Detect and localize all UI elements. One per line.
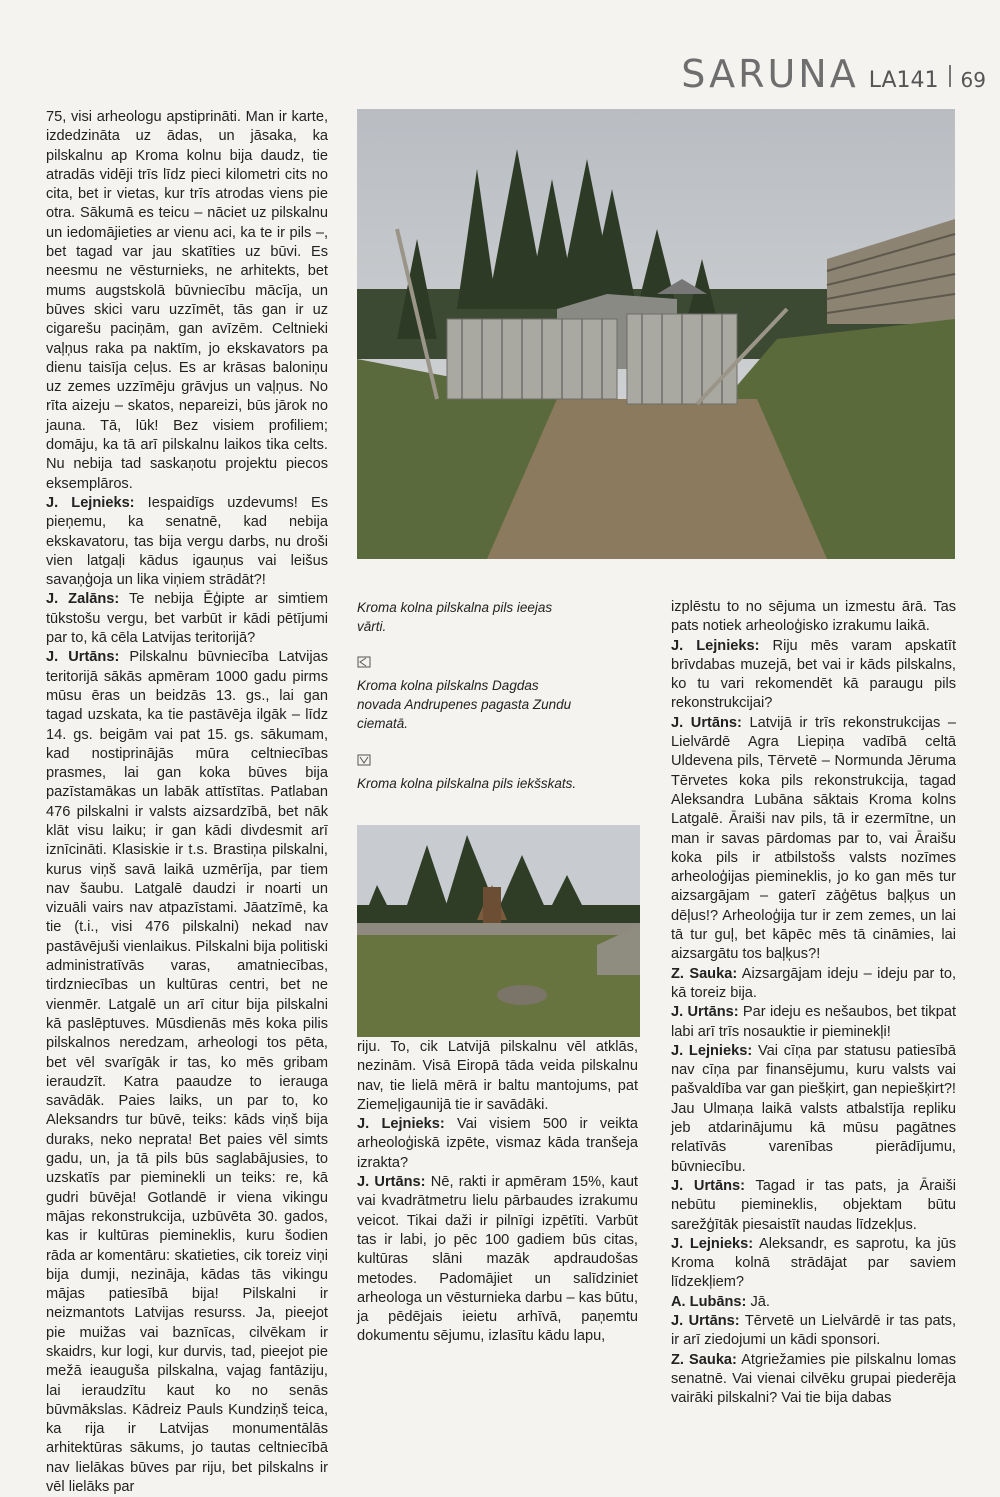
speaker-name: A. Lubāns: (671, 1293, 747, 1310)
paragraph-text: Tagad ir tas pats, ja Āraiši nebūtu piemineklis, objektam būtu sarežģītāk piesaistīt naudas līdzekļus. (671, 1177, 957, 1233)
paragraph-text: Vai visiem 500 ir veikta arheoloģiskā izpēte, vismaz kāda tranšeja izrakta? (357, 1116, 638, 1171)
paragraph (671, 637, 956, 714)
paragraph (671, 714, 956, 965)
caption-gate: Kroma kolna pilskalna pils ieejas vārti. (357, 600, 553, 634)
paragraph (671, 598, 956, 637)
paragraph (46, 108, 328, 494)
paragraph (671, 1293, 956, 1312)
text-column-middle (357, 1038, 638, 1347)
paragraph (46, 494, 328, 590)
speaker-name: J. Urtāns: (671, 714, 742, 731)
paragraph-text: izplēstu to no sējuma un izmestu ārā. Tas pats notiek arheoloģisko izrakumu laikā. (671, 599, 956, 635)
page-header (681, 52, 986, 96)
paragraph-text: Aizsargājam ideju – ideju par to, kā toreiz bija. (671, 965, 956, 1001)
issue-number: LA141 (868, 68, 939, 93)
paragraph (671, 965, 956, 1004)
speaker-name: J. Lejnieks: (671, 1042, 753, 1059)
paragraph-text: Nē, rakti ir apmēram 15%, kaut vai kvadrātmetru lielu pārbaudes izrakumu veicot. Tikai daži ir pilnīgi izpētīti. Varbūt tas ir labi, jo pēc 100 gadiem būs citas, kultūras slāni mazāk apdraudošas metodes. Padomājiet un salīdziniet arheologa un vēsturnieka darbu – kas būtu, ja pēdējais ieietu arhīvā, paņemtu dokumentu sējumu, izlasītu kādu lapu, (357, 1174, 638, 1345)
speaker-name: Z. Sauka: (671, 965, 738, 982)
arrow-down-icon (357, 754, 371, 766)
paragraph-text: riju. To, cik Latvijā pilskalnu vēl atklās, nezinām. Visā Eiropā tāda veida pilskalnu nav, tie lielā mērā ir baltu mantojums, pat Ziemeļigaunijā tie ir savādāki. (357, 1039, 638, 1113)
paragraph (671, 1003, 956, 1042)
caption-location: Kroma kolna pilskalns Dagdas novada Andrupenes pagasta Zundu ciematā. (357, 678, 572, 731)
paragraph-text: Riju mēs varam apskatīt brīvdabas muzejā, bet vai ir kāds pilskalns, ko tu vari rekomendēt kā paraugu pils rekonstrukcijai? (671, 637, 957, 712)
paragraph-text: Iespaidīgs uzdevums! Es pieņemu, ka senatnē, kad nebija ekskavatoru, tas bija vergu darbs, nu droši vien latgaļi kādus igauņus vai leišus savaņģoja un lika viņiem strādāt?! (46, 494, 328, 589)
paragraph-text: Tērvetē un Lielvārdē ir tas pats, ir arī ziedojumi un kādi sponsori. (671, 1312, 957, 1349)
paragraph-text: Pilskalnu būvniecība Latvijas teritorijā sākās apmēram 1000 gadu pirms mūsu ēras un beidzās 13. gs., lai gan tagad uzskata, ka tie pastāvēja ilgāk – līdz 14. gs. beigām vai pat 15. gs. sākumam, kad nostiprinājās mūra celtniecības prasmes, lai gan koka būves bija pazīstamākas un labāk attīstītas. Patlaban 476 pilskalni ir valsts aizsardzībā, bet nāk klāt visu laiku; ir gan kādi divdesmit arī iznīcināti. Klasiskie ir t.s. Brastiņa pilskalni, kurus viņš savā laikā uzmērīja, par tiem nav šaubu. Latgalē daudzi ir noarti un vizuāli vairs nav atpazīstami. Jāatzīmē, ka tie (t.i., visi 476 pilskalni) nekad nav pastāvējuši vienlaikus. Pilskalni bija politiski administratīvās varas, amatniecības, tirdzniecības un kultūras centri, bet ne vienmēr. Latgalē un arī citur bija pilskalni kā paslēptuves. Mūsdienās mēs koka pilis pilskalnos neredzam, arheologi tos pēta, bet vēl svarīgāk ir tas, ko mēs gribam ieraudzīt. Katra paaudze to ierauga savādāk. Paies laiks, un par to, ko Aleksandrs tur būvē, teiks: kāds viņš bija duraks, neko neprata! Bet paies vēl simts gadu, un, ja tā pils būs saglabājusies, to uzskatīs par pieminekli un teiks: re, kā gudri būvēja! Gotlandē ir viena vikingu mājas rekonstrukcija, uzbūvēta 30. gados, kas ir kultūras piemineklis, kuru šodien rāda ar komentāru: skatieties, cik toreiz viņi bija dumji, nezināja, kādas tās vikingu mājas patiesībā bija! Pilskalni ir neizmantots Latvijas resurss. Ja, pieejot pie muižas vai baznīcas, cilvēkam ir skaidrs, kur logi, kur durvis, tad, pieejot pie mežā ieauguša pilskalna, vajag fantāziju, lai ieraudzītu kaut ko no senās būvmākslas. Kādreiz Pauls Kundziņš teica, ka rija ir Latvijas monumentālās arhitektūras sākums, jo tautas celtniecībā nav lielākas būves par riju, bet pilskalns ir vēl lielāks par (46, 649, 328, 1496)
paragraph (46, 590, 328, 648)
paragraph-text: Latvijā ir trīs rekonstrukcijas – Lielvārdē Agra Liepiņa vadībā celtā Uldevena pils, Tērvetē – Normunda Jēruma Tērvetes koka pils rekonstrukcija, tagad Aleksandra Lubāna sāktais Kroma kolns Latgalē. Āraiši nav pils, tā ir ezermītne, un man ir savas pārdomas par to, vai Āraišu koka pils ir atbilstošs valsts nozīmes arheoloģijas piemineklis, jo ko gan mēs tur aizsargājam – gaterī zāģētus baļķus un dēļus!? Arheoloģija tur ir zem zemes, un lai tā tur guļ, bet kāpēc mēs tā cināmies, lai aizsargātu tos baļķus?! (671, 714, 956, 963)
paragraph (671, 1235, 956, 1293)
paragraph (357, 1115, 638, 1173)
arrow-left-icon (357, 656, 371, 668)
photo-fortress-interior (357, 825, 640, 1037)
paragraph-text: Par ideju es nešaubos, bet tikpat labi arī trīs nosauktie ir pieminekļi! (671, 1004, 957, 1040)
paragraph (671, 1312, 956, 1351)
photo-fortress-gate (357, 109, 955, 559)
page-number: 69 (960, 68, 986, 92)
speaker-name: Z. Sauka: (671, 1351, 737, 1368)
paragraph (671, 1042, 956, 1177)
speaker-name: J. Urtāns: (671, 1177, 745, 1194)
header-divider (949, 65, 951, 87)
paragraph-text: Vai cīņa par statusu patiesībā nav cīņa par finansējumu, kuru valsts vai pašvaldība var gan piešķirt, gan nepiešķirt?! Jau Ulmaņa laikā valsts atbalstīja repliku jeb atdarinājumu kā mūsu pagātnes relatīvās varenības pierādījumu, būvniecību. (671, 1042, 956, 1175)
paragraph (357, 1038, 638, 1115)
paragraph-text: Jā. (750, 1293, 770, 1310)
paragraph-text: 75, visi arheologu apstiprināti. Man ir karte, izdedzināta uz ādas, un jāsaka, ka pilskalnu ap Kroma kolnu bija daudz, tie atradās vidēji trīs līdz pieci kilometri cits no cita, bet ir vietas, kur trīs atrodas viens pie otra. Sākumā es teicu – nāciet uz pilskalnu un iedomājieties ar vienu aci, ka te ir pils –, bet tagad var jau skatīties uz būvi. Es neesmu ne vēsturnieks, ne arhitekts, bet mums augstskolā būvniecību mācīja, un būves skici varu uzzīmēt, tās gan ir uz cigarešu paciņām, gan avīzēm. Celtnieki vaļņus raka pa naktīm, jo ekskavators pa dienu taisīja ceļus. Es ar krāsas baloniņu uz zemes uzzīmēju grāvjus un vaļņus. No rīta aizeju – skatos, nepareizi, būs jārok no jauna. Tā, lūk! Bez visiem profiliem; domāju, ka tā arī pilskalnu laikos tika celts. Nu nebija tad saskaņotu projektu piecos eksemplāros. (46, 109, 328, 492)
speaker-name: J. Urtāns: (357, 1174, 426, 1191)
section-title: SARUNA (681, 52, 859, 96)
speaker-name: J. Urtāns: (46, 649, 120, 666)
paragraph (357, 1173, 638, 1347)
speaker-name: J. Lejnieks: (671, 1235, 754, 1252)
paragraph (671, 1177, 956, 1235)
speaker-name: J. Lejnieks: (46, 494, 135, 511)
speaker-name: J. Zalāns: (46, 591, 120, 608)
text-column-left (46, 108, 328, 1497)
text-column-right (671, 598, 956, 1408)
paragraph (671, 1351, 956, 1409)
paragraph-text: Aleksandr, es saprotu, ka jūs Kroma kolnā strādājat par saviem līdzekļiem? (671, 1235, 957, 1291)
caption-interior: Kroma kolna pilskalna pils iekšskats. (357, 776, 577, 791)
speaker-name: J. Urtāns: (671, 1312, 740, 1329)
speaker-name: J. Urtāns: (671, 1004, 739, 1021)
paragraph (46, 648, 328, 1497)
speaker-name: J. Lejnieks: (671, 637, 760, 654)
paragraph-text: Atgriežamies pie pilskalnu lomas senatnē. Vai vienai cilvēku grupai piederēja vairāki pilskalni? Vai tie bija dabas (671, 1351, 956, 1407)
speaker-name: J. Lejnieks: (357, 1116, 445, 1133)
paragraph-text: Te nebija Ēģipte ar simtiem tūkstošu vergu, bet varbūt ir kādi pētījumi par to, kā cēla Latvijas teritorijā? (46, 591, 328, 647)
